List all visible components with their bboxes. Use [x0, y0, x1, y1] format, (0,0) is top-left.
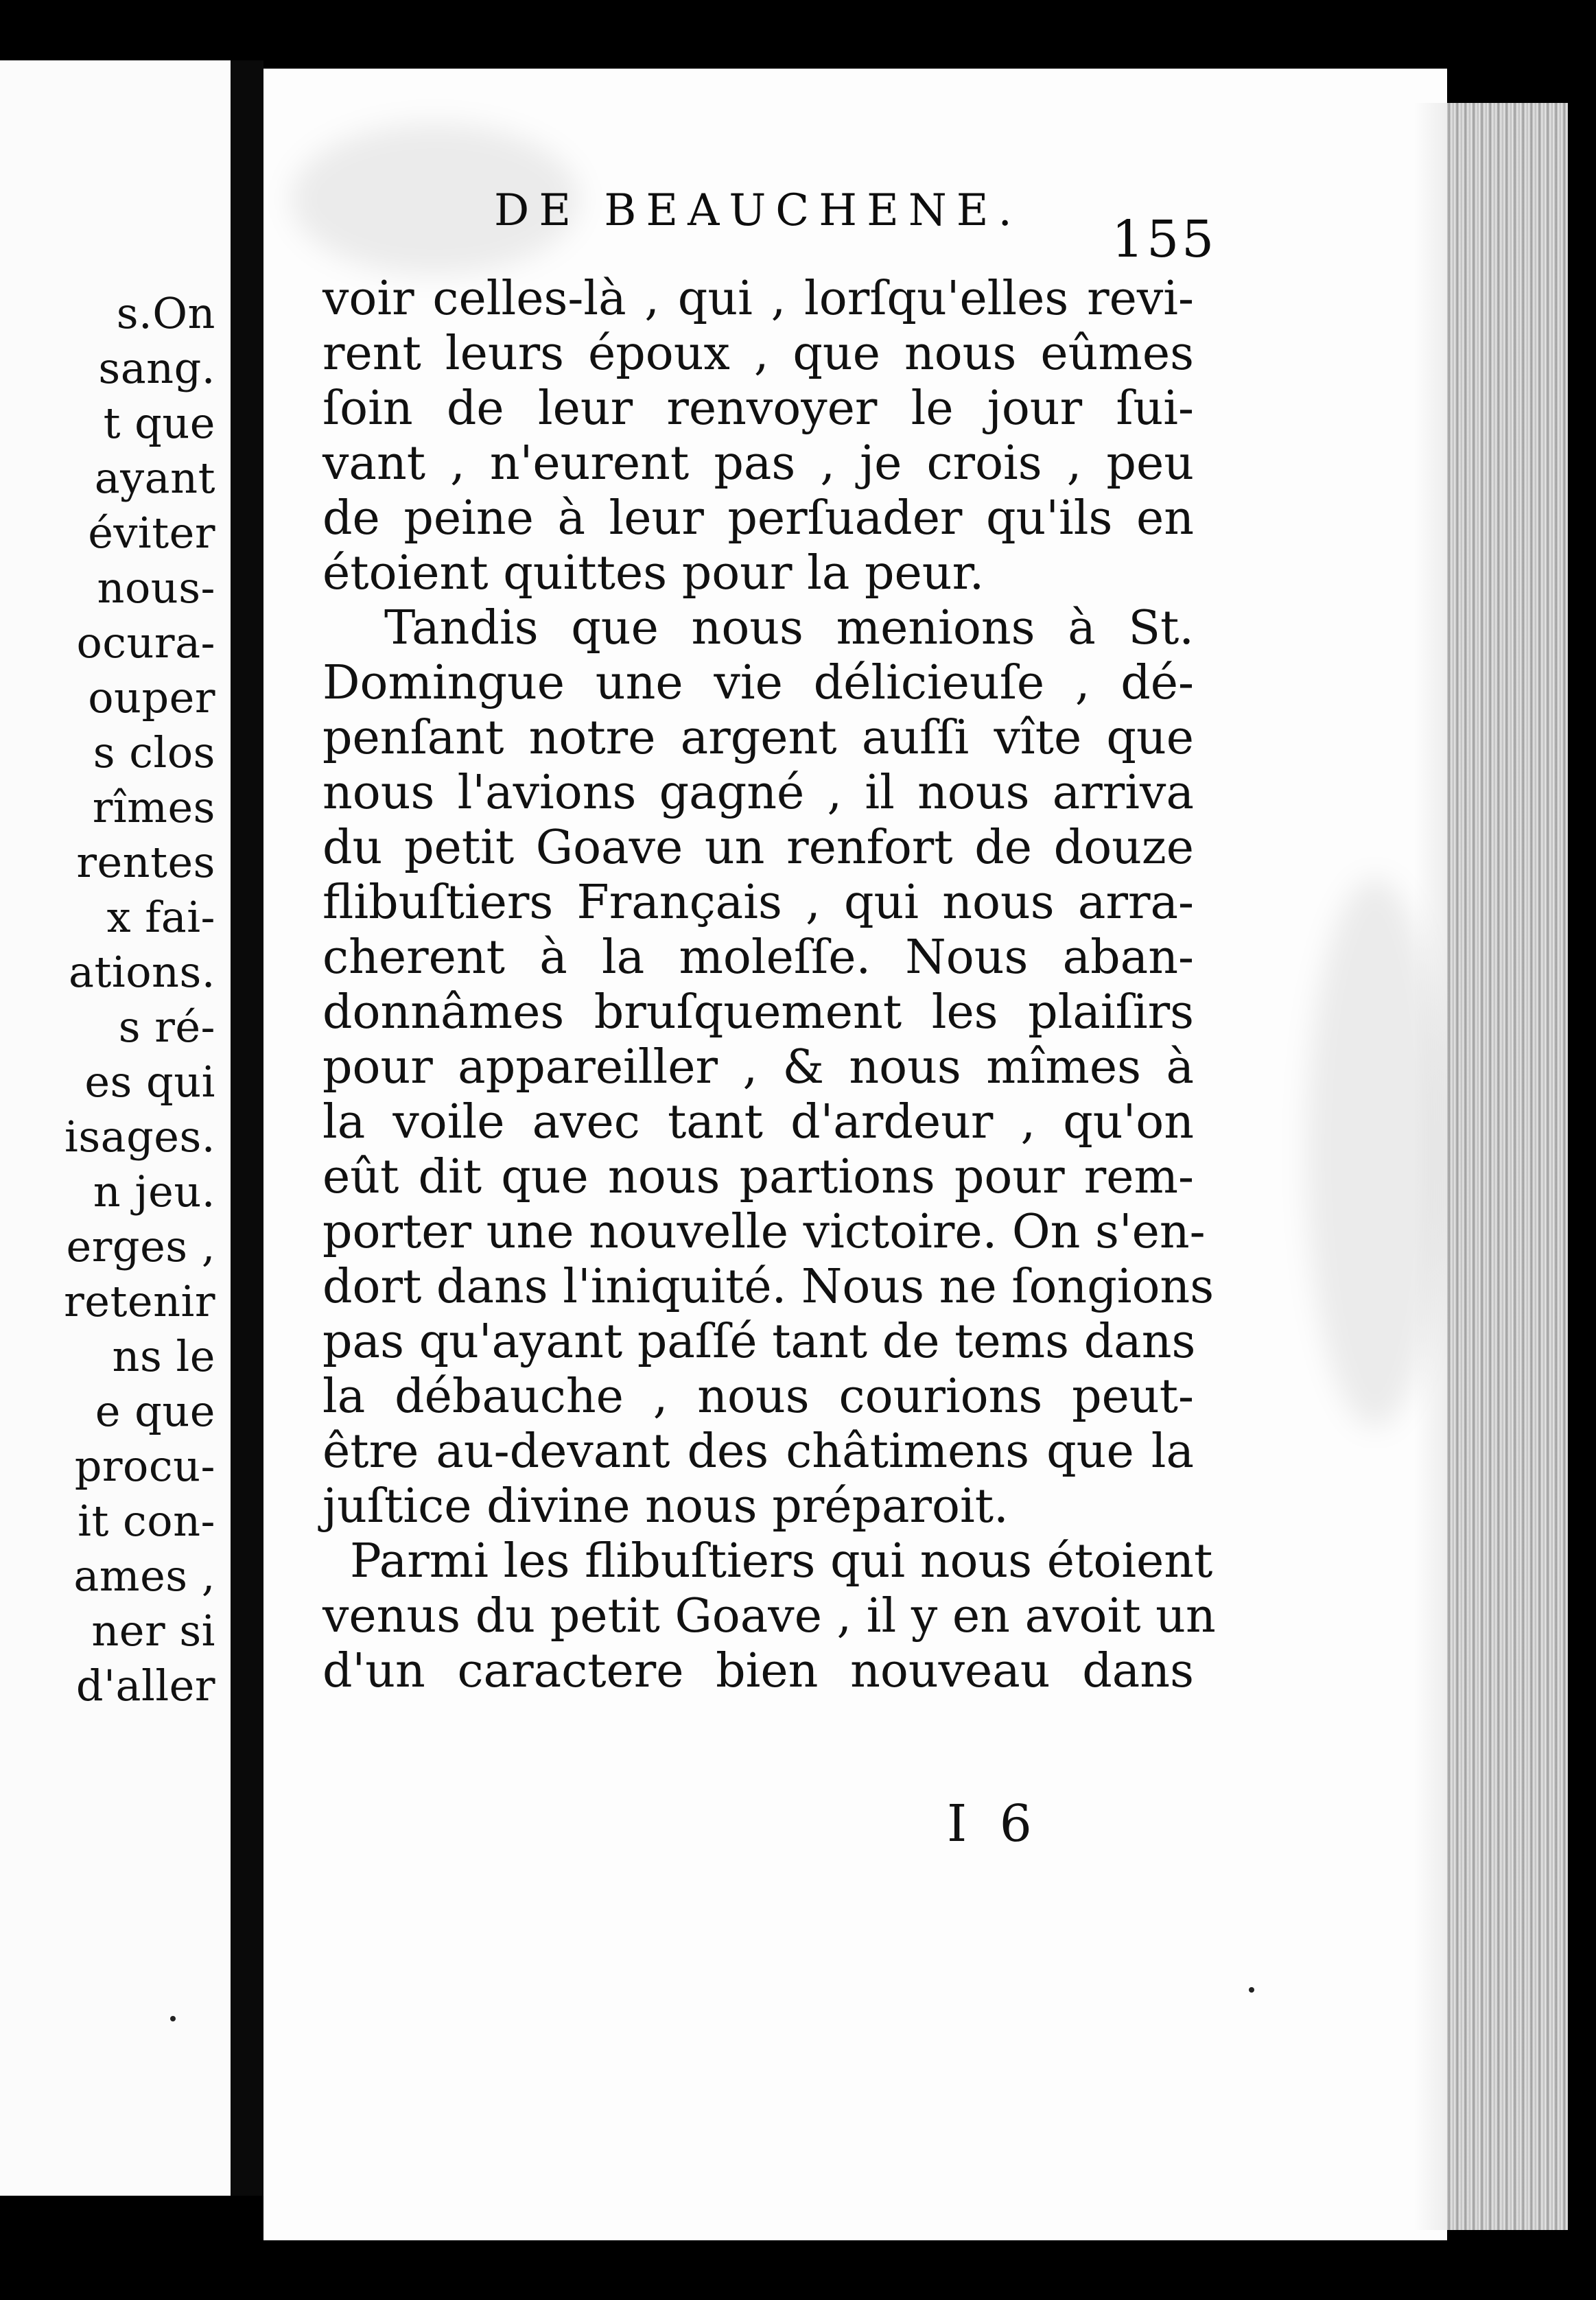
body-text-line: de peine à leur perſuader qu'ils en: [322, 491, 1194, 545]
ink-speck: [1249, 1987, 1254, 1993]
left-page-line: t que: [103, 398, 215, 448]
body-text-line: Parmi les flibuſtiers qui nous étoient: [350, 1534, 1213, 1588]
left-page: [0, 60, 231, 2196]
left-page-line: ouper: [88, 672, 215, 723]
left-page-line: rentes: [76, 837, 215, 887]
ink-speck: [170, 2016, 176, 2021]
body-text-line: Tandis que nous menions à St.: [384, 601, 1194, 655]
body-text-line: ſoin de leur renvoyer le jour ſui-: [322, 382, 1194, 436]
body-text-line: nous l'avions gagné , il nous arriva: [322, 766, 1194, 820]
body-text-line: étoient quittes pour la peur.: [322, 546, 985, 600]
running-header: DE BEAUCHENE.: [494, 185, 1022, 236]
left-page-line: sang.: [98, 343, 215, 393]
book-gutter: [231, 60, 263, 2196]
body-text-line: du petit Goave un renfort de douze: [322, 821, 1194, 875]
body-text-line: Domingue une vie délicieuſe , dé-: [322, 656, 1194, 710]
signature-mark: I 6: [947, 1794, 1040, 1853]
left-page-line: es qui: [84, 1057, 215, 1107]
body-text-line: pour appareiller , & nous mîmes à: [322, 1040, 1194, 1094]
page-block-edge: [1447, 103, 1568, 2230]
body-text-line: rent leurs époux , que nous eûmes: [322, 327, 1194, 381]
body-text-line: penſant notre argent auſſi vîte que: [322, 711, 1194, 765]
left-page-line: retenir: [64, 1276, 215, 1326]
body-text-line: venus du petit Goave , il y en avoit un: [322, 1589, 1216, 1643]
body-text-line: voir celles-là , qui , lorſqu'elles revi-: [322, 272, 1194, 326]
left-page-line: it con-: [78, 1496, 215, 1546]
left-page-line: rîmes: [92, 782, 215, 832]
left-page-line: s clos: [93, 727, 215, 777]
body-text-line: d'un caractere bien nouveau dans: [322, 1644, 1194, 1698]
left-page-line: ocura-: [76, 618, 215, 668]
body-text-line: flibuſtiers Français , qui nous arra-: [322, 876, 1194, 930]
body-text-line: cherent à la moleſſe. Nous aban-: [322, 930, 1194, 985]
body-text-line: la voile avec tant d'ardeur , qu'on: [322, 1095, 1194, 1149]
left-page-line: d'aller: [75, 1661, 215, 1711]
left-page-line: s.On: [116, 288, 215, 338]
left-page-line: isages.: [64, 1112, 215, 1162]
body-text-line: dort dans l'iniquité. Nous ne ſongions: [322, 1260, 1214, 1314]
left-page-line: erges ,: [66, 1221, 215, 1271]
left-page-line: ns le: [112, 1331, 215, 1381]
body-text-line: être au-devant des châtimens que la: [322, 1424, 1194, 1479]
body-text-line: donnâmes bruſquement les plaiſirs: [322, 985, 1194, 1040]
left-page-line: procu-: [74, 1441, 215, 1491]
body-text-line: eût dit que nous partions pour rem-: [322, 1150, 1194, 1204]
body-text-line: la débauche , nous courions peut-: [322, 1370, 1194, 1424]
left-page-line: s ré-: [118, 1002, 215, 1052]
left-page-line: éviter: [88, 508, 215, 558]
body-text-line: pas qu'ayant paſſé tant de tems dans: [322, 1315, 1196, 1369]
left-page-line: ayant: [94, 453, 215, 503]
left-page-line: e que: [95, 1386, 215, 1436]
page-number: 155: [1112, 210, 1217, 269]
left-page-line: ames ,: [73, 1551, 215, 1601]
body-text-line: juſtice divine nous préparoit.: [322, 1479, 1009, 1534]
body-text-line: vant , n'eurent pas , je crois , peu: [322, 436, 1194, 491]
left-page-line: x fai-: [106, 892, 215, 942]
left-page-line: n jeu.: [93, 1166, 215, 1217]
body-text-line: porter une nouvelle victoire. On s'en-: [322, 1205, 1206, 1259]
left-page-line: ations.: [69, 947, 215, 997]
left-page-line: ner si: [91, 1606, 215, 1656]
left-page-line: nous-: [97, 563, 215, 613]
